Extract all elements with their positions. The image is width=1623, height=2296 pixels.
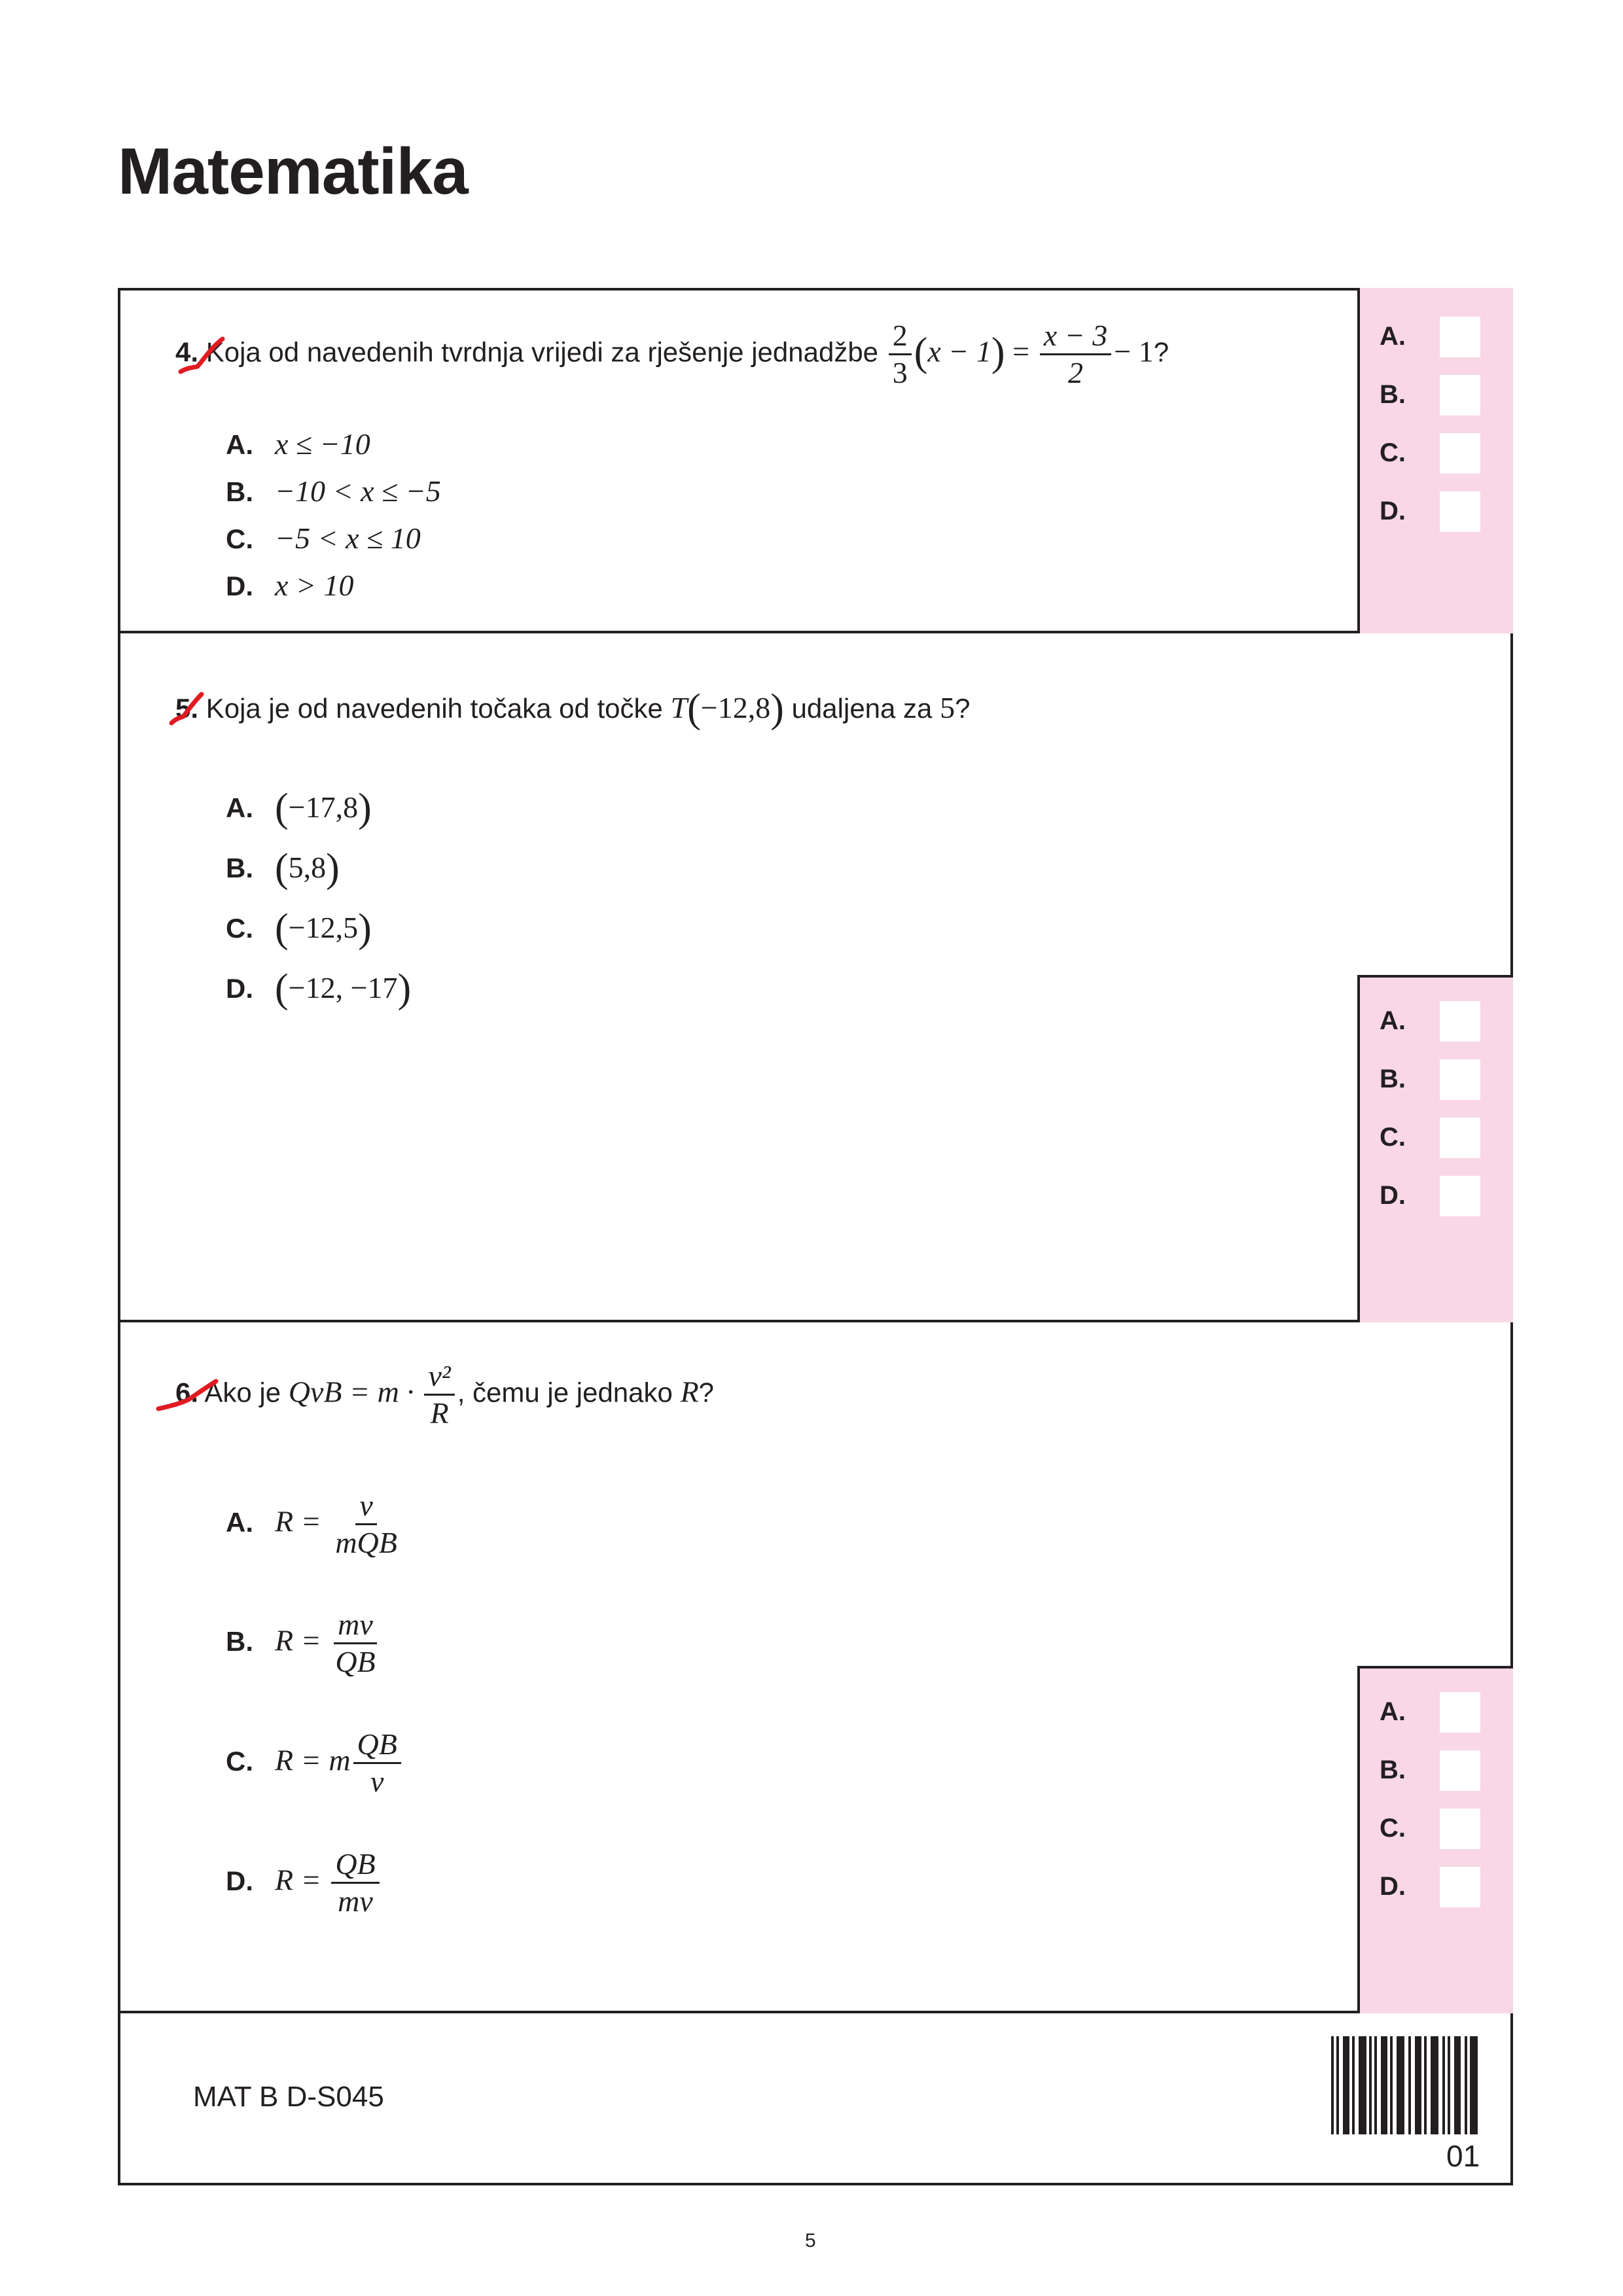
option-expression: 5,8	[288, 851, 327, 884]
question-5-option-b: B. (5,8)	[226, 846, 340, 891]
option-letter: D.	[226, 1865, 253, 1896]
option-expression: −10 < x ≤ −5	[275, 474, 441, 508]
point-coordinates: −12,8	[700, 691, 771, 724]
question-number: 4.	[175, 336, 199, 368]
answer-checkbox-d[interactable]	[1440, 1867, 1480, 1907]
fraction-numerator: x − 3	[1040, 321, 1111, 355]
answer-checkbox-b[interactable]	[1440, 375, 1480, 415]
fraction-denominator: QB	[335, 1645, 376, 1678]
answer-column-q5	[1357, 975, 1513, 1322]
question-4-option-b	[226, 474, 441, 508]
red-check-mark-icon	[168, 690, 207, 730]
option-letter: C.	[226, 1745, 253, 1776]
answer-option-c[interactable]	[1380, 1118, 1497, 1158]
option-lhs: R =	[275, 1863, 321, 1897]
answer-label: C.	[1380, 1814, 1406, 1843]
divider-q6-footer	[118, 2011, 1513, 2013]
divider-q5-q6	[118, 1320, 1513, 1322]
page-number: 5	[805, 2230, 816, 2252]
fraction	[331, 1849, 379, 1916]
question-4-option-c	[226, 521, 421, 556]
answer-checkbox-c[interactable]	[1440, 433, 1480, 474]
answer-label: A.	[1380, 322, 1406, 351]
answer-checkbox-d[interactable]	[1440, 1176, 1480, 1216]
option-letter: D.	[226, 973, 253, 1004]
question-6-option-b	[226, 1610, 382, 1677]
answer-option-c[interactable]	[1380, 1809, 1497, 1849]
question-number: 6.	[175, 1377, 199, 1408]
option-expression: −12,5	[288, 911, 359, 944]
variable: R	[680, 1375, 699, 1409]
paren-open: (	[914, 330, 928, 375]
fraction-numerator: QB	[331, 1849, 379, 1884]
barcode-number: 01	[1446, 2139, 1480, 2173]
answer-option-b[interactable]	[1380, 1750, 1497, 1791]
red-check-mark-icon	[175, 334, 228, 380]
fraction-denominator: 3	[892, 356, 908, 389]
fraction-numerator: v²	[424, 1361, 454, 1396]
option-letter: A.	[226, 1506, 253, 1538]
fraction-numerator: v	[355, 1491, 376, 1525]
question-mark: ?	[698, 1377, 715, 1408]
option-letter: A.	[226, 792, 253, 823]
answer-column-q6	[1357, 1666, 1513, 2013]
point-name: T	[670, 691, 688, 724]
option-letter: B.	[226, 1625, 253, 1657]
distance-value: 5	[940, 691, 955, 724]
red-check-mark-icon	[154, 1377, 220, 1417]
option-letter: A.	[226, 429, 253, 460]
fraction-denominator: v	[370, 1765, 384, 1798]
answer-label: C.	[1380, 438, 1406, 467]
option-letter: B.	[226, 476, 253, 507]
fraction-denominator: R	[430, 1396, 449, 1430]
fraction-denominator: mv	[338, 1884, 373, 1918]
option-lhs: R =	[275, 1504, 321, 1538]
option-letter: D.	[226, 571, 253, 601]
fraction	[1040, 321, 1111, 388]
equation-lhs: QvB = m ·	[288, 1375, 414, 1409]
answer-label: D.	[1380, 1181, 1406, 1210]
answer-option-a[interactable]	[1380, 1001, 1497, 1042]
answer-option-a[interactable]	[1380, 1692, 1497, 1733]
fraction	[353, 1729, 401, 1797]
fraction	[331, 1610, 379, 1677]
fraction-denominator: mQB	[335, 1526, 397, 1559]
inner-expression: x − 1	[927, 334, 991, 368]
exam-code: MAT B D-S045	[193, 2081, 384, 2113]
answer-label: A.	[1380, 1697, 1406, 1726]
answer-checkbox-b[interactable]	[1440, 1059, 1480, 1100]
answer-option-b[interactable]	[1380, 1059, 1497, 1100]
question-5-option-d: D. (−12, −17)	[226, 966, 412, 1011]
answer-checkbox-a[interactable]	[1440, 317, 1480, 357]
question-text: Koja od navedenih tvrdnja vrijedi za rješenje jednadžbe	[205, 336, 879, 368]
fraction-denominator: 2	[1068, 356, 1084, 389]
question-6-option-c	[226, 1729, 404, 1797]
option-expression: −5 < x ≤ 10	[275, 521, 421, 555]
fraction	[889, 321, 912, 388]
option-lhs: R =	[275, 1743, 321, 1777]
question-mark: ?	[955, 693, 971, 724]
fraction-numerator: mv	[334, 1610, 377, 1644]
equals-sign: =	[1012, 334, 1030, 368]
option-letter: C.	[226, 913, 253, 944]
question-5-option-c: C. (−12,5)	[226, 906, 372, 951]
question-text-after: , čemu je jednako	[457, 1377, 673, 1408]
equation-tail: − 1	[1114, 334, 1154, 368]
option-letter: C.	[226, 523, 253, 554]
option-lhs: R =	[275, 1623, 321, 1657]
answer-label: A.	[1380, 1006, 1406, 1035]
question-4-stem	[175, 321, 1169, 388]
answer-option-d[interactable]	[1380, 491, 1497, 532]
question-number: 5.	[175, 693, 199, 724]
answer-checkbox-b[interactable]	[1440, 1750, 1480, 1791]
option-letter: B.	[226, 853, 253, 883]
fraction-numerator: QB	[353, 1729, 401, 1764]
answer-option-d[interactable]	[1380, 1867, 1497, 1907]
answer-label: D.	[1380, 1872, 1406, 1901]
page-title: Matematika	[118, 135, 468, 208]
answer-label: D.	[1380, 497, 1406, 525]
answer-label: B.	[1380, 380, 1406, 409]
question-5-stem: 5. Koja je od navedenih točaka od točke T(−12,8) udaljena za 5?	[175, 686, 971, 731]
answer-checkbox-a[interactable]	[1440, 1692, 1480, 1733]
option-prefix: m	[329, 1743, 351, 1777]
answer-checkbox-d[interactable]	[1440, 491, 1480, 532]
option-expression: −12, −17	[288, 971, 398, 1004]
answer-option-a[interactable]	[1380, 317, 1497, 357]
fraction-numerator: 2	[889, 321, 912, 355]
answer-label: C.	[1380, 1123, 1406, 1152]
option-expression: x ≤ −10	[275, 427, 370, 461]
answer-checkbox-c[interactable]	[1440, 1118, 1480, 1158]
question-4-option-d	[226, 568, 353, 603]
question-5-option-a: A. (−17,8)	[226, 786, 372, 830]
option-expression: x > 10	[275, 569, 354, 602]
answer-label: B.	[1380, 1756, 1406, 1784]
paren-close: )	[991, 330, 1005, 375]
question-mark: ?	[1153, 336, 1169, 368]
question-text: Ako je	[204, 1377, 281, 1408]
answer-option-b[interactable]	[1380, 375, 1497, 415]
question-4-option-a	[226, 427, 370, 461]
answer-checkbox-a[interactable]	[1440, 1001, 1480, 1042]
answer-label: B.	[1380, 1065, 1406, 1093]
fraction	[424, 1361, 454, 1428]
answer-column-q4	[1357, 288, 1513, 633]
answer-checkbox-c[interactable]	[1440, 1809, 1480, 1849]
barcode-icon	[1331, 2036, 1482, 2134]
divider-q4-q5	[118, 631, 1513, 633]
answer-option-d[interactable]	[1380, 1176, 1497, 1216]
fraction	[331, 1491, 401, 1558]
question-text-after: udaljena za	[791, 693, 933, 724]
question-6-stem	[175, 1361, 714, 1428]
answer-option-c[interactable]	[1380, 433, 1497, 474]
question-6-option-a	[226, 1491, 404, 1558]
question-6-option-d	[226, 1849, 382, 1916]
question-text: Koja je od navedenih točaka od točke	[205, 693, 663, 724]
option-expression: −17,8	[288, 790, 359, 824]
